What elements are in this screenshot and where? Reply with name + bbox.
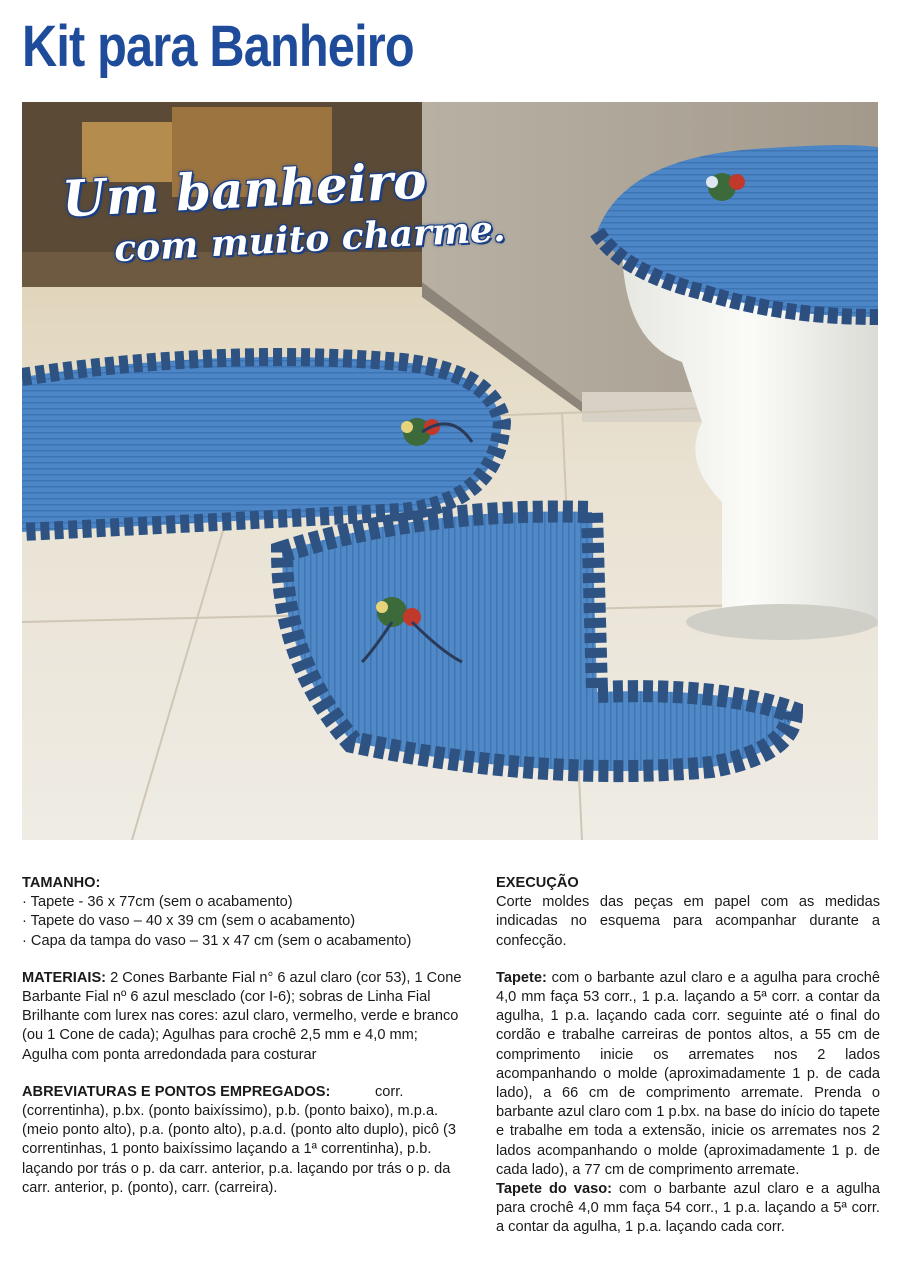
vaso-section xyxy=(496,1180,880,1238)
right-column xyxy=(496,874,880,1238)
materials-section xyxy=(22,969,462,1065)
size-item: · Tapete - 36 x 77cm (sem o acabamento) xyxy=(22,894,293,911)
tapete-heading: Tapete: xyxy=(496,969,547,986)
size-heading: TAMANHO: xyxy=(22,875,101,891)
materials-text: 2 Cones Barbante Fial n° 6 azul claro (cor 53), 1 Cone Barbante Fial nº 6 azul mesclado (cor I-6); sobras de Linha Fial Brilhante com lurex nas cores: azul claro, vermelho, verde e branco (ou 1 Cone de cada); Agulhas para crochê 2,5 mm e 4,0 mm; Agulha com ponta arredondada para costurar xyxy=(22,969,462,1063)
photo-headline-line1: Um banheiro xyxy=(60,150,428,229)
abbreviations-heading: ABREVIATURAS E PONTOS EMPREGADOS: xyxy=(22,1083,331,1100)
execution-heading: EXECUÇÃO xyxy=(496,875,579,891)
abbreviations-text: corr. (correntinha), p.bx. (ponto baixíssimo), p.b. (ponto baixo), m.p.a. (meio ponto alto), p.a. (ponto alto), p.a.d. (ponto alto duplo), picô (3 correntinhas, 1 ponto baixíssimo laçando a 1ª correntinha), p.b. laçando por trás o p. da carr. anterior, p.a. laçando por trás o p. da carr. anterior, p. (ponto), carr. (carreira). xyxy=(22,1083,457,1196)
left-column xyxy=(22,874,462,1198)
execution-section xyxy=(496,874,880,951)
photo-headline-line2: com muito charme. xyxy=(113,207,507,271)
size-item: · Capa da tampa do vaso – 31 x 47 cm (sem o acabamento) xyxy=(22,932,412,949)
vaso-heading: Tapete do vaso: xyxy=(496,1181,612,1198)
size-section xyxy=(22,874,462,951)
tapete-text: com o barbante azul claro e a agulha para crochê 4,0 mm faça 53 corr., 1 p.a. laçando a 5ª corr. a contar da agulha, 1 p.a. laçando cada corr. seguinte até o final do cordão e trabalhe carreiras de pontos altos, a 55 cm de comprimento inicie os arremates nos 2 lados acompanhando o molde (aproximadamente 1 p. de cada lado), a 66 cm de comprimento arremate. Prenda o barbante azul claro com 1 p.bx. na base do início do tapete e trabalhe em toda a extensão, inicie os arremates nos 2 lados acompanhando o molde (aproximadamente 1 p. de cada lado), a 77 cm de comprimento arremate. xyxy=(496,969,880,1178)
bathroom-photo xyxy=(22,102,878,840)
abbreviations-section xyxy=(22,1083,462,1198)
materials-heading: MATERIAIS: xyxy=(22,969,107,986)
page-title: Kit para Banheiro xyxy=(22,14,414,79)
size-item: · Tapete do vaso – 40 x 39 cm (sem o acabamento) xyxy=(22,913,356,930)
execution-text: Corte moldes das peças em papel com as medidas indicadas no esquema para acompanhar durante a confecção. xyxy=(496,894,880,949)
vaso-text: com o barbante azul claro e a agulha para crochê 4,0 mm faça 54 corr., 1 p.a. laçando a 5ª corr. a contar da agulha, 1 p.a. laçando cada corr. xyxy=(496,1181,881,1236)
tapete-section xyxy=(496,969,880,1180)
